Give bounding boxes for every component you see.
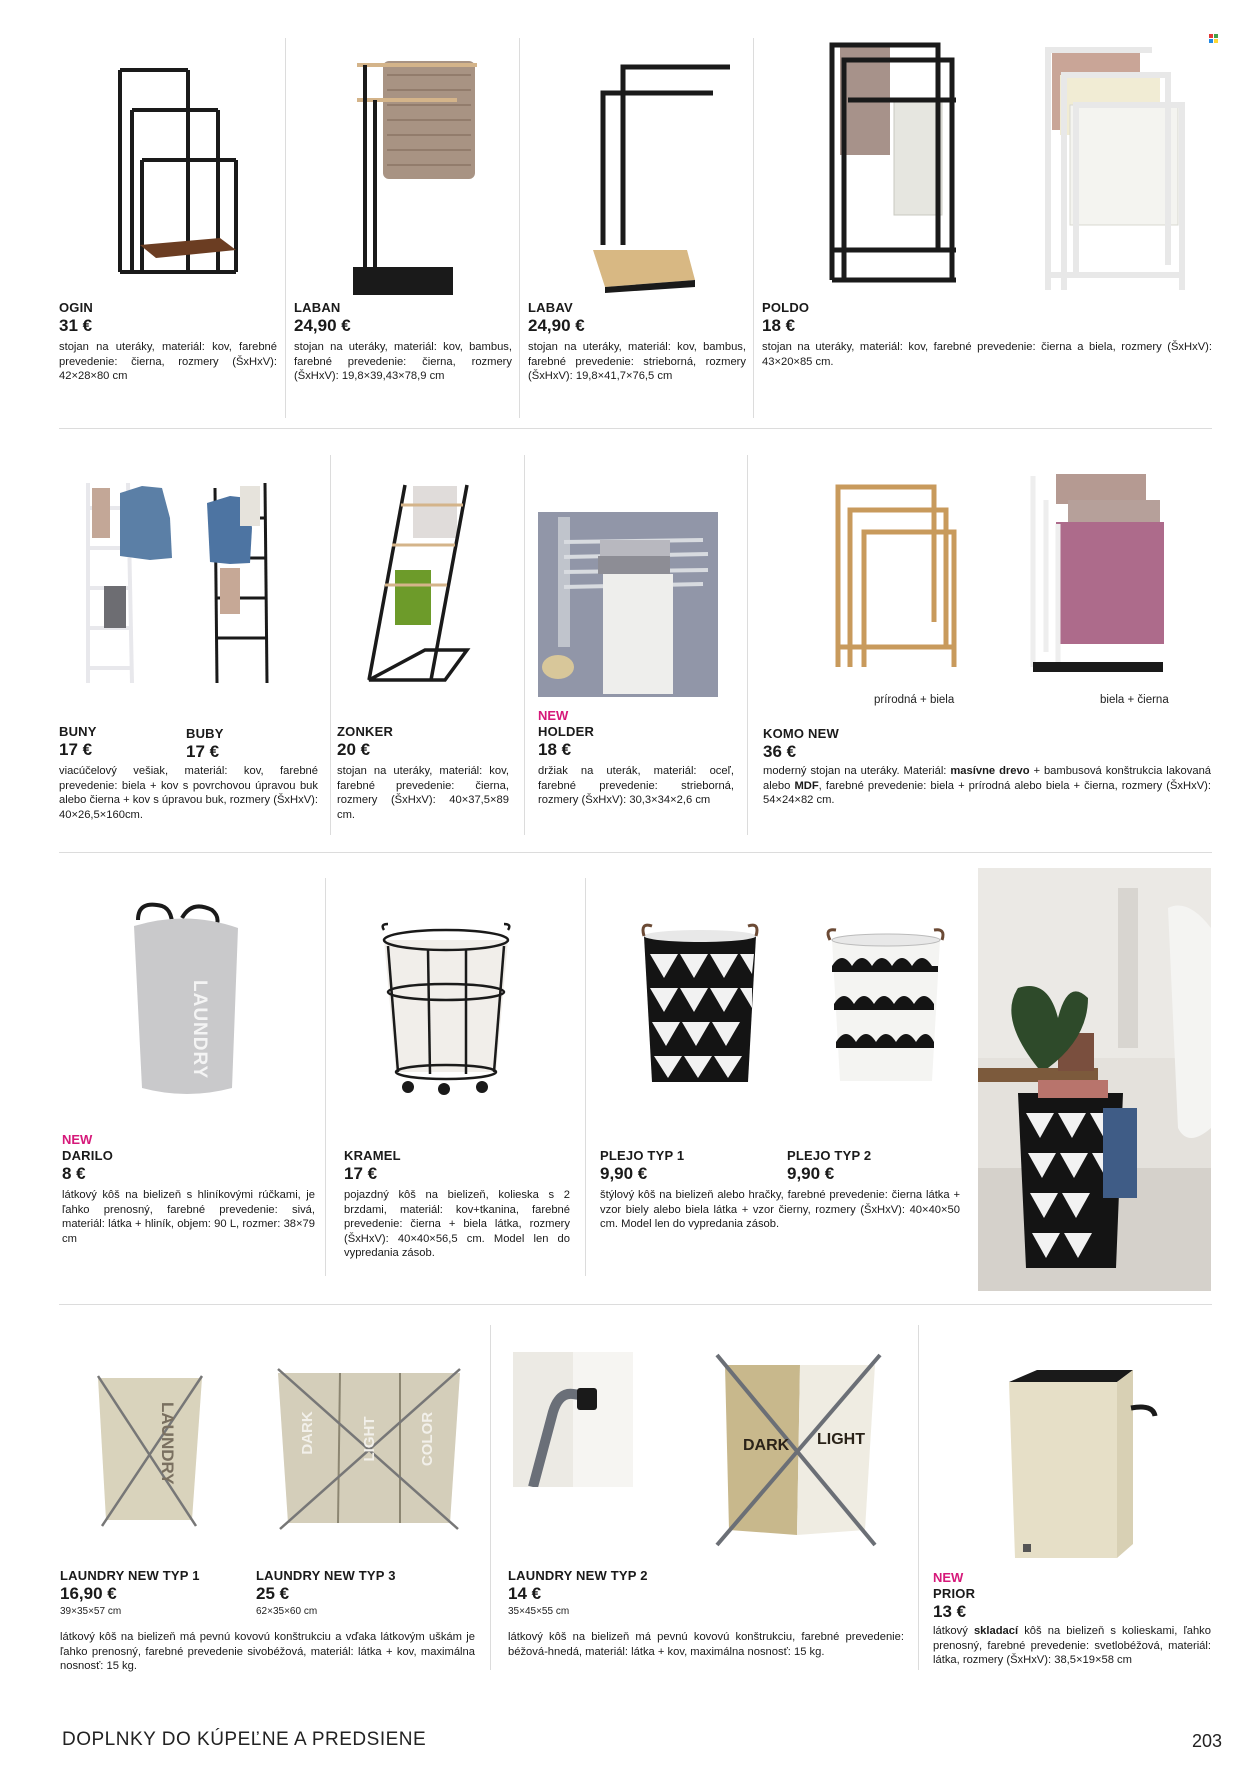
product-name-kramel: KRAMEL bbox=[344, 1148, 401, 1163]
product-price-prior: 13 € bbox=[933, 1602, 967, 1621]
laundry-typ3-product-image bbox=[272, 1355, 467, 1535]
divider bbox=[59, 428, 1212, 429]
product-price-laundry-typ2: 14 € bbox=[508, 1584, 542, 1603]
light-print-text: LIGHT bbox=[361, 1416, 378, 1462]
laundry-print-text: LAUNDRY bbox=[189, 980, 210, 1080]
product-name-laundry-typ3: LAUNDRY NEW TYP 3 bbox=[256, 1568, 396, 1583]
new-badge: NEW bbox=[933, 1570, 964, 1585]
laban-product-image bbox=[345, 55, 485, 300]
komo-natural-product-image bbox=[830, 482, 960, 672]
product-name-holder: HOLDER bbox=[538, 724, 595, 739]
product-name-laban: LABAN bbox=[294, 300, 341, 315]
buny-buby-product-image bbox=[80, 478, 295, 693]
laundry-print-text: LAUNDRY bbox=[158, 1402, 177, 1485]
bathroom-scene-photo bbox=[978, 868, 1211, 1291]
product-desc-laban: stojan na uteráky, materiál: kov, bambus, farebné prevedenie: čierna, rozmery (ŠxHxV): 19,8×39,43×78,9 cm bbox=[294, 341, 512, 383]
product-desc-kramel: pojazdný kôš na bielizeň, kolieska s 2 brzdami, materiál: kov+tkanina, farebné prevedenie: čierna + biela látka, rozmery (ŠxHxV): 40×40×56,5 cm. Model len do vypredania zásob. bbox=[344, 1189, 570, 1260]
product-desc-holder: držiak na uterák, materiál: oceľ, farebné prevedenie: strieborná, rozmery (ŠxHxV): 30,3×34×2,6 cm bbox=[538, 765, 734, 807]
corner-marker-icon bbox=[1209, 34, 1218, 43]
color-print-text: COLOR bbox=[419, 1411, 436, 1467]
page-section-title: DOPLNKY DO KÚPEĽNE A PREDSIENE bbox=[62, 1729, 427, 1750]
product-desc-darilo: látkový kôš na bielizeň s hliníkovými rúčkami, je ľahko prenosný, farebné prevedenie: sivá, materiál: látka + hliník, objem: 90 L, rozmer: 38×79 cm bbox=[62, 1189, 315, 1245]
product-price-poldo: 18 € bbox=[762, 316, 796, 335]
komo-white-black-product-image bbox=[1028, 472, 1168, 682]
plejo1-product-image bbox=[640, 922, 760, 1087]
product-desc-poldo: stojan na uteráky, materiál: kov, farebné prevedenie: čierna a biela, rozmery (ŠxHxV): 43×20×85 cm. bbox=[762, 341, 1212, 368]
product-price-komo: 36 € bbox=[763, 742, 797, 761]
darilo-product-image bbox=[132, 900, 242, 1100]
dark-print-text: DARK bbox=[743, 1437, 790, 1454]
product-name-buny: BUNY bbox=[59, 724, 97, 739]
divider bbox=[59, 1304, 1212, 1305]
product-name-ogin: OGIN bbox=[59, 300, 94, 315]
product-desc-plejo: štýlový kôš na bielizeň alebo hračky, farebné prevedenie: čierna látka + vzor biely alebo biela látka + vzor čierny, rozmery (ŠxHxV): 40×40×50 cm. Model len do vypredania zásob. bbox=[600, 1189, 960, 1231]
product-price-buny: 17 € bbox=[59, 740, 93, 759]
white-towel-stand-image bbox=[1040, 45, 1185, 295]
product-name-darilo: DARILO bbox=[62, 1148, 114, 1163]
product-dims-laundry-typ1: 39×35×57 cm bbox=[60, 1606, 122, 1617]
komo-variant-caption-natural: prírodná + biela bbox=[874, 694, 955, 706]
product-dims-laundry-typ2: 35×45×55 cm bbox=[508, 1606, 570, 1617]
product-name-labav: LABAV bbox=[528, 300, 573, 315]
page-number: 203 bbox=[1191, 1731, 1222, 1751]
product-desc-komo: moderný stojan na uteráky. Materiál: masívne drevo + bambusová konštrukcia lakovaná alebo MDF, farebné prevedenie: biela + prírodná alebo biela + čierna, rozmery (ŠxHxV): 54×24×82 cm. bbox=[763, 765, 1212, 807]
divider bbox=[519, 38, 520, 418]
plejo2-product-image bbox=[822, 926, 947, 1086]
product-desc-ogin: stojan na uteráky, materiál: kov, farebné prevedenie: čierna, rozmery (ŠxHxV): 42×28×80 cm bbox=[59, 341, 277, 383]
divider bbox=[747, 455, 748, 835]
divider bbox=[753, 38, 754, 418]
divider bbox=[524, 455, 525, 835]
kramel-product-image bbox=[378, 922, 513, 1097]
product-price-zonker: 20 € bbox=[337, 740, 371, 759]
product-price-plejo-typ2: 9,90 € bbox=[787, 1164, 835, 1183]
divider bbox=[59, 852, 1212, 853]
product-name-laundry-typ1: LAUNDRY NEW TYP 1 bbox=[60, 1568, 200, 1583]
product-desc-laundry-typ2: látkový kôš na bielizeň má pevnú kovovú konštrukciu, farebné prevedenie: béžová-hnedá, materiál: látka + kov, maximálna nosnosť: 15 kg. bbox=[508, 1631, 904, 1658]
product-name-poldo: POLDO bbox=[762, 300, 810, 315]
divider bbox=[325, 878, 326, 1276]
product-price-buby: 17 € bbox=[186, 742, 220, 761]
product-name-plejo-typ1: PLEJO TYP 1 bbox=[600, 1148, 685, 1163]
product-price-holder: 18 € bbox=[538, 740, 572, 759]
product-desc-prior: látkový skladací kôš na bielizeň s kolieskami, ľahko prenosný, farebné prevedenie: svetlobéžová, materiál: látka, rozmery (ŠxHxV): 38,5×19×58 cm bbox=[933, 1625, 1211, 1667]
holder-product-image bbox=[538, 512, 718, 697]
product-price-darilo: 8 € bbox=[62, 1164, 86, 1183]
product-price-laundry-typ3: 25 € bbox=[256, 1584, 290, 1603]
poldo-product-image bbox=[826, 40, 966, 290]
product-desc-buny-buby: viacúčelový vešiak, materiál: kov, farebné prevedenie: biela + kov s povrchovou úpravou buk alebo čierna + kov s úpravou buk, rozmery (ŠxHxV): 40×26,5×160cm. bbox=[59, 765, 318, 821]
divider bbox=[330, 455, 331, 835]
komo-variant-caption-black: biela + čierna bbox=[1100, 694, 1169, 706]
prior-product-image bbox=[1005, 1368, 1165, 1563]
product-name-prior: PRIOR bbox=[933, 1586, 976, 1601]
product-dims-laundry-typ3: 62×35×60 cm bbox=[256, 1606, 318, 1617]
laundry-typ2-product-image bbox=[705, 1350, 890, 1550]
divider bbox=[585, 878, 586, 1276]
product-price-labav: 24,90 € bbox=[528, 316, 585, 335]
laundry-typ2-detail-image bbox=[513, 1352, 633, 1487]
product-name-zonker: ZONKER bbox=[337, 724, 394, 739]
laundry-typ1-product-image bbox=[92, 1370, 207, 1530]
product-price-plejo-typ1: 9,90 € bbox=[600, 1164, 648, 1183]
product-price-laban: 24,90 € bbox=[294, 316, 351, 335]
divider bbox=[490, 1325, 491, 1670]
new-badge: NEW bbox=[538, 708, 569, 723]
product-price-ogin: 31 € bbox=[59, 316, 93, 335]
labav-product-image bbox=[585, 55, 735, 295]
product-desc-laundry-typ1-typ3: látkový kôš na bielizeň má pevnú kovovú konštrukciu a vďaka látkovým uškám je ľahko prenosný, farebné prevedenie sivobéžová, materiál: látka + kov, maximálna nosnosť: 15 kg. bbox=[60, 1631, 475, 1673]
product-name-laundry-typ2: LAUNDRY NEW TYP 2 bbox=[508, 1568, 648, 1583]
divider bbox=[918, 1325, 919, 1670]
product-desc-zonker: stojan na uteráky, materiál: kov, farebné prevedenie: čierna, rozmery (ŠxHxV): 40×37,5×89 cm. bbox=[337, 765, 509, 821]
ogin-product-image bbox=[110, 60, 250, 285]
product-desc-labav: stojan na uteráky, materiál: kov, bambus, farebné prevedenie: strieborná, rozmery (ŠxHxV): 19,8×41,7×76,5 cm bbox=[528, 341, 746, 383]
new-badge: NEW bbox=[62, 1132, 93, 1147]
product-name-plejo-typ2: PLEJO TYP 2 bbox=[787, 1148, 872, 1163]
product-price-kramel: 17 € bbox=[344, 1164, 378, 1183]
zonker-product-image bbox=[365, 480, 475, 690]
dark-print-text: DARK bbox=[299, 1411, 316, 1455]
product-name-buby: BUBY bbox=[186, 726, 224, 741]
light-print-text: LIGHT bbox=[817, 1431, 865, 1448]
divider bbox=[285, 38, 286, 418]
product-price-laundry-typ1: 16,90 € bbox=[60, 1584, 117, 1603]
product-name-komo: KOMO NEW bbox=[763, 726, 839, 741]
